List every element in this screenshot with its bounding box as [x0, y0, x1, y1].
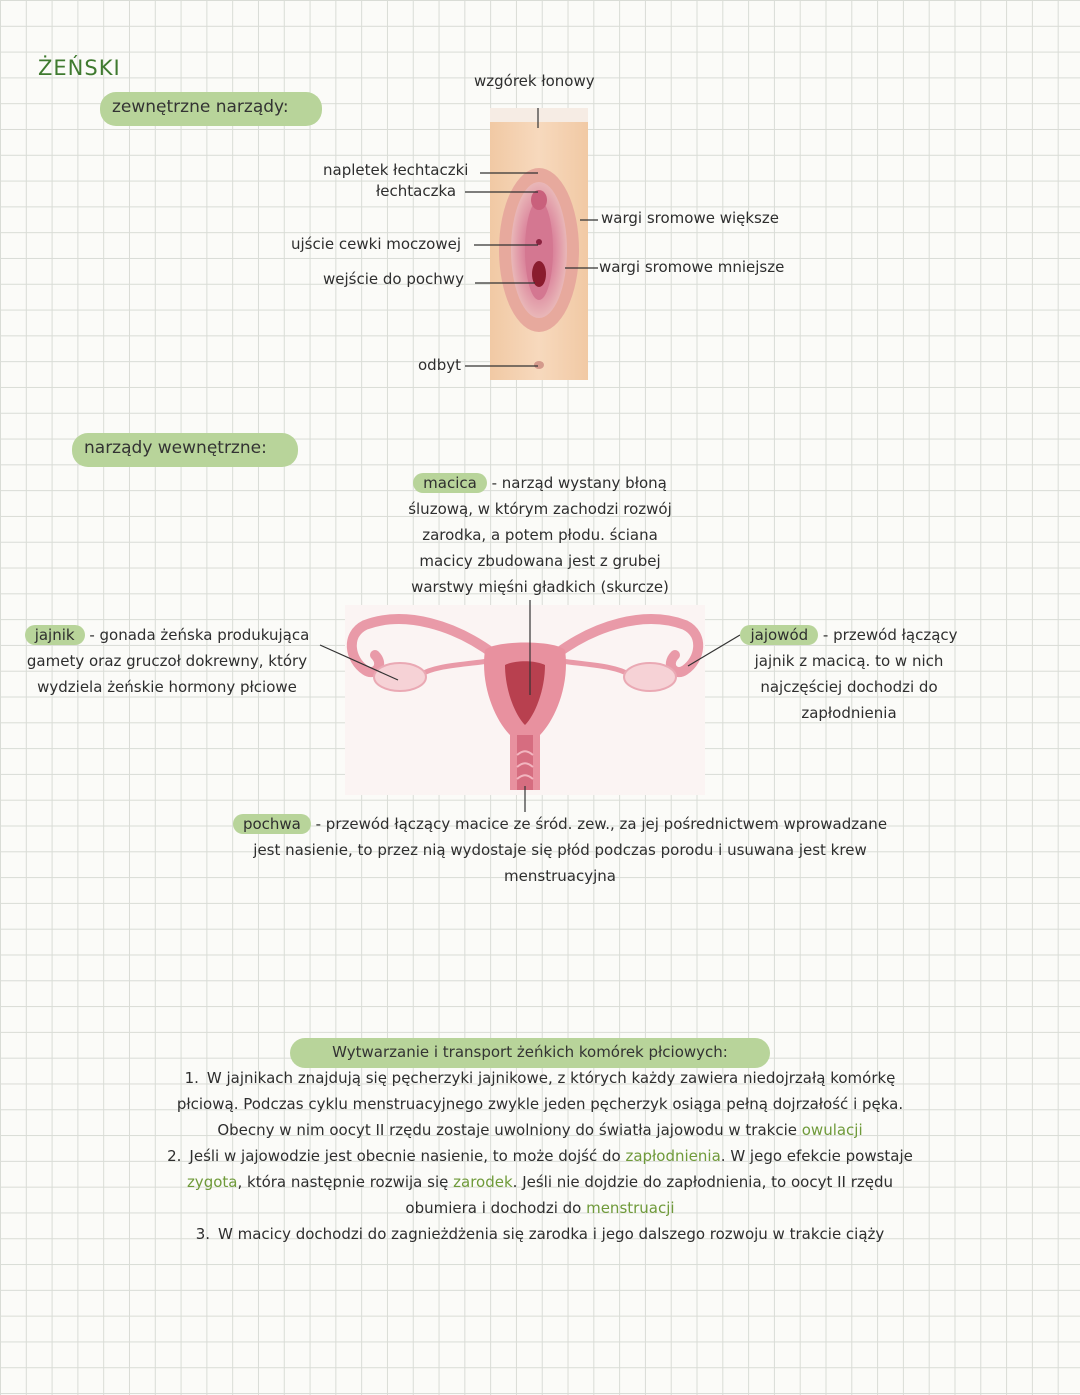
page-title: ŻEŃSKI: [38, 56, 121, 80]
macica-line: - narząd wystany błoną: [486, 474, 667, 492]
item-2-number: 2.: [167, 1147, 182, 1165]
macica-line: zarodka, a potem płodu. ściana: [422, 526, 658, 544]
jajowod-line: - przewód łączący: [818, 626, 958, 644]
item-2-line: zygota, która następnie rozwija się zarodek. Jeśli nie dojdzie do zapłodnienia, to oocyt II rzędu: [186, 1173, 894, 1191]
list-item-1: [110, 1065, 970, 1091]
label-labia-minor: wargi sromowe mniejsze: [599, 258, 785, 276]
jajowod-line: zapłodnienia: [801, 704, 897, 722]
label-vagina-opening: wejście do pochwy: [323, 270, 464, 288]
jajnik-description: [6, 622, 328, 700]
pochwa-description: [180, 811, 940, 889]
macica-line: macicy zbudowana jest z grubej: [419, 552, 661, 570]
item-3-line: W macicy dochodzi do zagnieżdżenia się zarodka i jego dalszego rozwoju w trakcie ciąży: [218, 1225, 885, 1243]
production-list: [110, 1065, 970, 1247]
item-2-line: obumiera i dochodzi do menstruacji: [405, 1199, 675, 1217]
item-3-number: 3.: [195, 1225, 210, 1243]
item-1-line: W jajnikach znajdują się pęcherzyki jajnikowe, z których każdy zawiera niedojrzałą komórkę: [206, 1069, 896, 1087]
term-jajowod: jajowód: [740, 625, 818, 645]
term-owulacja: owulacji: [801, 1121, 863, 1139]
internal-heading: narządy wewnętrzne:: [72, 433, 298, 467]
uterus-illustration: [345, 605, 705, 795]
pochwa-line: - przewód łączący macice ze śród. zew., za jej pośrednictwem wprowadzane: [310, 815, 888, 833]
list-item-3: [110, 1221, 970, 1247]
label-prepuce: napletek łechtaczki: [323, 161, 469, 179]
term-pochwa: pochwa: [233, 814, 311, 834]
macica-line: śluzową, w którym zachodzi rozwój: [408, 500, 672, 518]
external-anatomy-illustration: [480, 100, 600, 385]
item-1-number: 1.: [184, 1069, 199, 1087]
jajowod-line: najczęściej dochodzi do: [760, 678, 938, 696]
production-heading: Wytwarzanie i transport żeńkich komórek płciowych:: [290, 1038, 770, 1068]
pochwa-line: menstruacyjna: [504, 867, 616, 885]
jajowod-description: [718, 622, 980, 726]
label-mons: wzgórek łonowy: [474, 72, 595, 90]
term-macica: macica: [413, 473, 487, 493]
label-urethra: ujście cewki moczowej: [291, 235, 462, 253]
item-1-line: Obecny w nim oocyt II rzędu zostaje uwolniony do światła jajowodu w trakcie owulacji: [217, 1121, 863, 1139]
label-anus: odbyt: [418, 356, 461, 374]
list-item-2: 2. Jeśli w jajowodzie jest obecnie nasienie, to może dojść do zapłodnienia. W jego efekcie powstaje: [167, 1147, 913, 1165]
term-zaplodnienie: zapłodnienia: [625, 1147, 721, 1165]
macica-line: warstwy mięśni gładkich (skurcze): [411, 578, 669, 596]
term-jajnik: jajnik: [25, 625, 85, 645]
jajowod-line: jajnik z macicą. to w nich: [754, 652, 944, 670]
label-clitoris: łechtaczka: [376, 182, 457, 200]
jajnik-line: - gonada żeńska produkująca: [84, 626, 310, 644]
macica-description: [380, 470, 700, 600]
label-labia-major: wargi sromowe większe: [601, 209, 779, 227]
item-1-line: płciową. Podczas cyklu menstruacyjnego zwykle jeden pęcherzyk osiąga pełną dojrzałość i pęka.: [176, 1095, 904, 1113]
jajnik-line: gamety oraz gruczoł dokrewny, który: [26, 652, 308, 670]
jajnik-line: wydziela żeńskie hormony płciowe: [37, 678, 297, 696]
term-zarodek: zarodek: [453, 1173, 513, 1191]
term-zygota: zygota: [186, 1173, 238, 1191]
term-menstruacja: menstruacji: [586, 1199, 675, 1217]
pochwa-line: jest nasienie, to przez nią wydostaje się płód podczas porodu i usuwana jest krew: [253, 841, 867, 859]
external-heading: zewnętrzne narządy:: [100, 92, 322, 126]
